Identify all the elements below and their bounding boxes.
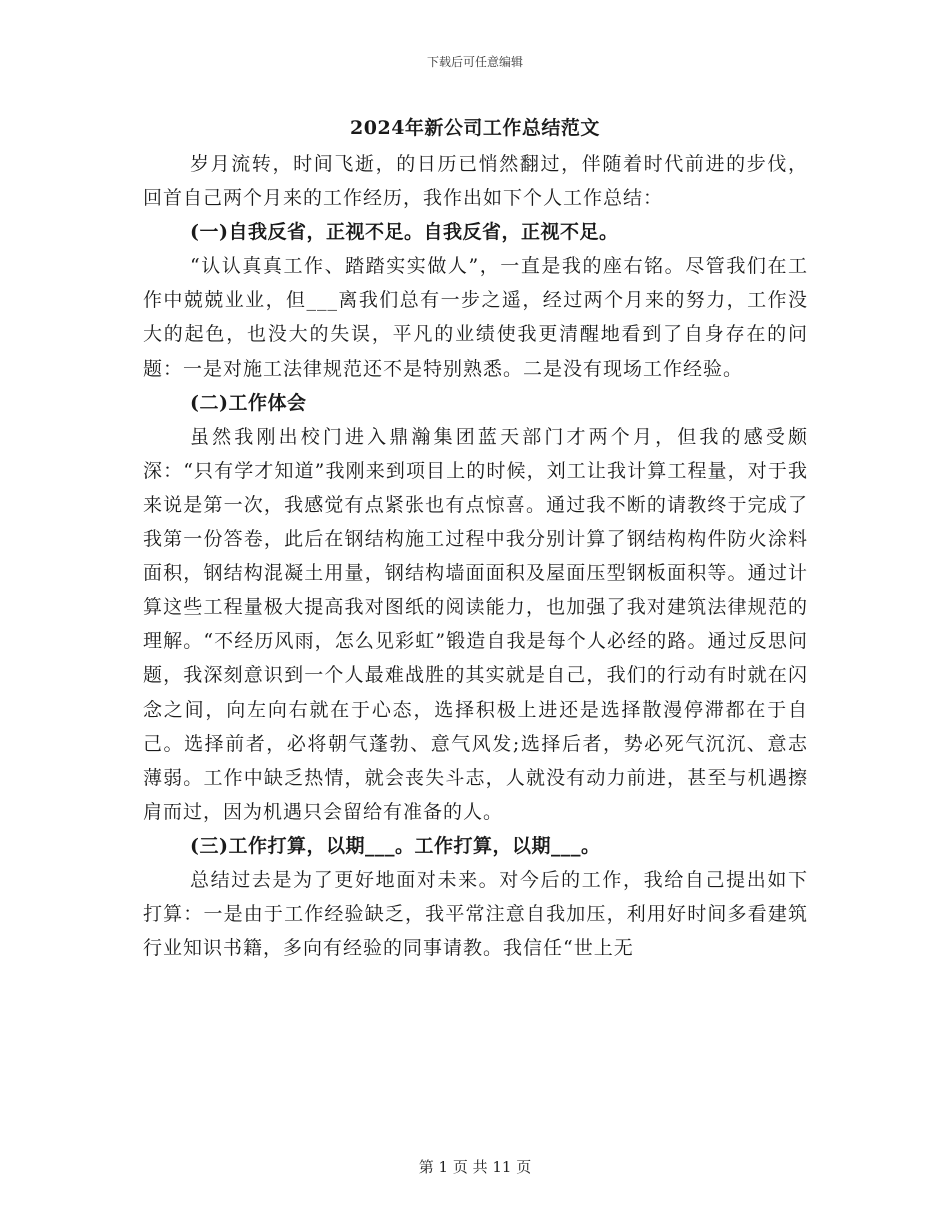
section-heading-1: (一)自我反省，正视不足。自我反省，正视不足。 <box>190 221 619 244</box>
section-2-paragraph: 虽然我刚出校门进入鼎瀚集团蓝天部门才两个月，但我的感受颇深：“只有学才知道”我刚来到项目上的时候，刘工让我计算工程量，对于我来说是第一次，我感觉有点紧张也有点惊喜。通过我不断的请教终于完成了我第一份答卷，此后在钢结构施工过程中我分别计算了钢结构构件防火涂料面积，钢结构混凝土用量，钢结构墙面面积及屋面压型钢板面积等。通过计算这些工程量极大提高我对图纸的阅读能力，也加强了我对建筑法律规范的理解。“不经历风雨，怎么见彩虹”锻造自我是每个人必经的路。通过反思问题，我深刻意识到一个人最难战胜的其实就是自己，我们的行动有时就在闪念之间，向左向右就在于心态，选择积极上进还是选择散漫停滞都在于自己。选择前者，必将朝气蓬勃、意气风发;选择后者，势必死气沉沉、意志薄弱。工作中缺乏热情，就会丧失斗志，人就没有动力前进，甚至与机遇擦肩而过，因为机遇只会留给有准备的人。 <box>143 425 808 823</box>
intro-paragraph: 岁月流转，时间飞逝，的日历已悄然翻过，伴随着时代前进的步伐，回首自己两个月来的工作经历，我作出如下个人工作总结： <box>143 153 808 210</box>
page-number-footer: 第 1 页 共 11 页 <box>418 1158 532 1176</box>
section-1-paragraph: “认认真真工作、踏踏实实做人”，一直是我的座右铭。尽管我们在工作中兢兢业业，但___离我们总有一步之遥，经过两个月来的努力，工作没大的起色，也没大的失误，平凡的业绩使我更清醒地看到了自身存在的问题：一是对施工法律规范还不是特别熟悉。二是没有现场工作经验。 <box>143 255 808 380</box>
section-3-paragraph: 总结过去是为了更好地面对未来。对今后的工作，我给自己提出如下打算：一是由于工作经验缺乏，我平常注意自我加压，利用好时间多看建筑行业知识书籍，多向有经验的同事请教。我信任“世上无 <box>143 868 808 960</box>
document-title: 2024年新公司工作总结范文 <box>350 117 600 139</box>
document-body <box>143 147 808 965</box>
section-heading-3: (三)工作打算，以期___。工作打算，以期___。 <box>190 834 601 857</box>
section-heading-2: (二)工作体会 <box>190 391 307 414</box>
page-header-note: 下载后可任意编辑 <box>426 55 523 69</box>
